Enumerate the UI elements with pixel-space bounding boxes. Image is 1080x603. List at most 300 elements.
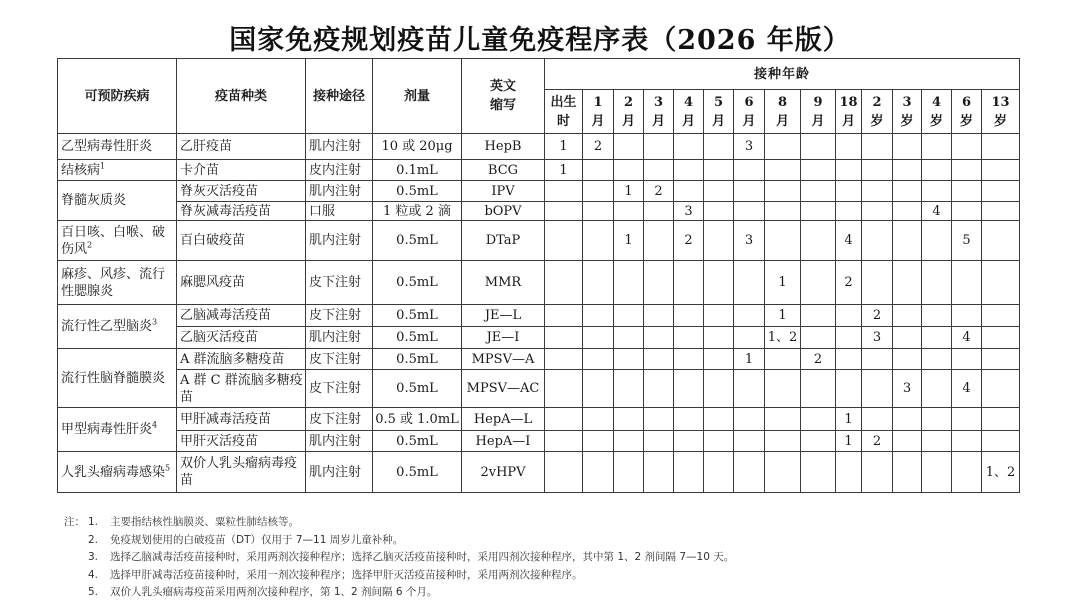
abbr-cell: bOPV: [462, 202, 545, 221]
dose-number-cell: [801, 160, 836, 181]
abbr-cell: IPV: [462, 181, 545, 202]
dose-number-cell: [982, 431, 1020, 452]
dose-number-cell: 4: [922, 202, 952, 221]
abbr-cell: MMR: [462, 261, 545, 305]
dose-cell: 0.5mL: [373, 349, 462, 370]
dose-number-cell: [644, 349, 674, 370]
age-value: 6: [744, 94, 754, 110]
dose-cell: 1 粒或 2 滴: [373, 202, 462, 221]
dose-number-cell: [674, 305, 704, 327]
disease-name: 结核病: [61, 162, 101, 178]
dose-number-cell: [545, 202, 583, 221]
footnote-number: 2.: [88, 533, 99, 546]
age-value: 2: [872, 94, 882, 110]
dose-number-cell: [893, 160, 922, 181]
footnote-text: 主要指结核性脑膜炎、粟粒性肺结核等。: [110, 516, 299, 528]
dose-number-cell: [674, 327, 704, 349]
footnote-text: 选择乙脑减毒活疫苗接种时，采用两剂次接种程序；选择乙脑灭活疫苗接种时，采用四剂次接种程序，其中第 1、2 剂间隔 7—10 天。: [110, 551, 735, 563]
dose-number-cell: [922, 452, 952, 493]
abbr-cell: JE—L: [462, 305, 545, 327]
dose-number-cell: [765, 349, 801, 370]
dose-number-cell: [765, 370, 801, 408]
dose-number-cell: [893, 408, 922, 431]
dose-number-cell: [545, 221, 583, 261]
dose-number-cell: [836, 202, 862, 221]
dose-number-cell: [704, 408, 734, 431]
footnote-number: 5.: [88, 586, 99, 598]
dose-number-cell: [644, 408, 674, 431]
footnote-item: [88, 549, 734, 567]
dose-number-cell: [674, 349, 704, 370]
dose-number-cell: [545, 327, 583, 349]
table-row: [58, 370, 1020, 408]
dose-number-cell: [545, 370, 583, 408]
dose-number-cell: [704, 160, 734, 181]
dose-number-cell: 3: [893, 370, 922, 408]
dose-number-cell: [952, 202, 982, 221]
footnote-ref: 1: [100, 161, 106, 171]
dose-number-cell: [734, 305, 765, 327]
dose-number-cell: [982, 349, 1020, 370]
dose-number-cell: [614, 202, 644, 221]
dose-number-cell: [644, 431, 674, 452]
disease-name: 甲型病毒性肝炎: [61, 422, 153, 437]
age-value: 9: [813, 94, 823, 110]
dose-number-cell: 5: [952, 221, 982, 261]
dose-number-cell: 3: [862, 327, 893, 349]
dose-number-cell: [982, 160, 1020, 181]
dose-cell: 0.5mL: [373, 181, 462, 202]
age-header-cell: [952, 90, 982, 134]
dose-cell: 0.5mL: [373, 221, 462, 261]
age-unit: 月: [775, 113, 789, 129]
dose-number-cell: 4: [836, 221, 862, 261]
dose-number-cell: [674, 370, 704, 408]
age-header-cell: [734, 90, 765, 134]
dose-cell: 0.5 或 1.0mL: [373, 408, 462, 431]
dose-number-cell: [982, 327, 1020, 349]
dose-number-cell: [583, 327, 614, 349]
dose-cell: 0.5mL: [373, 327, 462, 349]
dose-number-cell: [801, 261, 836, 305]
dose-number-cell: [982, 134, 1020, 160]
dose-number-cell: [765, 408, 801, 431]
dose-number-cell: [704, 431, 734, 452]
header-abbr-line2: 缩写: [489, 98, 516, 113]
dose-number-cell: 1: [765, 261, 801, 305]
dose-number-cell: [674, 134, 704, 160]
dose-number-cell: [704, 370, 734, 408]
table-row: [58, 327, 1020, 349]
dose-number-cell: [704, 181, 734, 202]
dose-number-cell: [734, 431, 765, 452]
dose-number-cell: [704, 202, 734, 221]
age-unit: 月: [651, 113, 665, 129]
dose-number-cell: [836, 181, 862, 202]
dose-number-cell: [614, 452, 644, 493]
abbr-cell: JE—I: [462, 327, 545, 349]
dose-number-cell: [583, 261, 614, 305]
dose-number-cell: [893, 349, 922, 370]
dose-number-cell: [704, 452, 734, 493]
dose-number-cell: [801, 452, 836, 493]
dose-cell: 10 或 20μg: [373, 134, 462, 160]
disease-name: 乙型病毒性肝炎: [61, 139, 153, 154]
dose-number-cell: [862, 349, 893, 370]
dose-number-cell: [801, 408, 836, 431]
age-unit: 月: [711, 113, 725, 129]
dose-number-cell: [583, 370, 614, 408]
age-unit: 月: [681, 113, 695, 129]
dose-number-cell: [583, 349, 614, 370]
table-row: [58, 305, 1020, 327]
dose-number-cell: [982, 408, 1020, 431]
dose-number-cell: [614, 408, 644, 431]
footnotes: [64, 514, 735, 602]
dose-number-cell: [644, 134, 674, 160]
header-disease: 可预防疾病: [58, 59, 177, 134]
dose-number-cell: [836, 305, 862, 327]
header-vaccine: 疫苗种类: [177, 59, 306, 134]
route-cell: 肌内注射: [306, 452, 373, 493]
dose-number-cell: 1、2: [765, 327, 801, 349]
table-row: [58, 408, 1020, 431]
vaccine-cell: 卡介苗: [177, 160, 306, 181]
disease-name: 流行性乙型脑炎: [61, 319, 153, 334]
age-value: 1: [593, 94, 603, 110]
dose-number-cell: [862, 181, 893, 202]
header-age-group: 接种年龄: [545, 59, 1020, 90]
dose-number-cell: [893, 134, 922, 160]
dose-number-cell: [614, 349, 644, 370]
dose-number-cell: [893, 452, 922, 493]
dose-number-cell: [765, 181, 801, 202]
route-cell: 口服: [306, 202, 373, 221]
dose-number-cell: [801, 134, 836, 160]
abbr-cell: HepA—L: [462, 408, 545, 431]
vaccine-cell: 脊灰灭活疫苗: [177, 181, 306, 202]
dose-number-cell: [583, 431, 614, 452]
dose-number-cell: [545, 431, 583, 452]
disease-name: 脊髓灰质炎: [61, 193, 127, 208]
disease-name: 麻疹、风疹、流行性腮腺炎: [61, 266, 166, 299]
age-value: 3: [653, 94, 664, 110]
abbr-cell: HepB: [462, 134, 545, 160]
dose-number-cell: [952, 349, 982, 370]
dose-number-cell: [862, 370, 893, 408]
route-cell: 皮下注射: [306, 305, 373, 327]
dose-number-cell: [982, 261, 1020, 305]
age-unit: 岁: [959, 113, 973, 129]
dose-number-cell: [922, 431, 952, 452]
dose-number-cell: [922, 261, 952, 305]
page-title: 国家免疫规划疫苗儿童免疫程序表（2026 年版）: [229, 25, 851, 56]
dose-number-cell: [801, 221, 836, 261]
dose-number-cell: [674, 160, 704, 181]
dose-number-cell: [704, 327, 734, 349]
footnote-ref: 3: [152, 317, 158, 327]
age-unit: 岁: [994, 113, 1008, 129]
age-header-cell: [893, 90, 922, 134]
dose-number-cell: [836, 160, 862, 181]
route-cell: 皮下注射: [306, 408, 373, 431]
dose-number-cell: [952, 134, 982, 160]
age-value: 13: [991, 94, 1010, 110]
dose-number-cell: [644, 327, 674, 349]
dose-number-cell: [765, 452, 801, 493]
abbr-cell: HepA—I: [462, 431, 545, 452]
disease-cell: [58, 305, 177, 349]
dose-number-cell: [862, 134, 893, 160]
vaccine-cell: 乙脑减毒活疫苗: [177, 305, 306, 327]
dose-number-cell: [922, 305, 952, 327]
dose-number-cell: [801, 305, 836, 327]
dose-number-cell: 1、2: [982, 452, 1020, 493]
age-unit: 岁: [929, 113, 943, 129]
age-header-cell: [836, 90, 862, 134]
age-value: 18: [839, 94, 858, 110]
dose-number-cell: [862, 261, 893, 305]
dose-number-cell: [734, 327, 765, 349]
age-value: 出生: [550, 94, 577, 110]
age-unit: 月: [742, 113, 756, 129]
age-header-cell: [644, 90, 674, 134]
dose-cell: 0.5mL: [373, 305, 462, 327]
vaccine-cell: 甲肝减毒活疫苗: [177, 408, 306, 431]
table-row: [58, 134, 1020, 160]
dose-number-cell: [922, 181, 952, 202]
age-value: 3: [902, 94, 912, 110]
dose-number-cell: [583, 305, 614, 327]
dose-number-cell: [545, 305, 583, 327]
dose-number-cell: [734, 160, 765, 181]
dose-number-cell: [893, 431, 922, 452]
dose-number-cell: [893, 221, 922, 261]
route-cell: 肌内注射: [306, 134, 373, 160]
table-row: [58, 431, 1020, 452]
age-unit: 时: [556, 113, 570, 129]
dose-number-cell: [893, 202, 922, 221]
dose-number-cell: [922, 349, 952, 370]
vaccine-cell: 麻腮风疫苗: [177, 261, 306, 305]
dose-number-cell: [583, 181, 614, 202]
age-value: 8: [777, 94, 788, 110]
vaccine-cell: 乙脑灭活疫苗: [177, 327, 306, 349]
dose-number-cell: [982, 305, 1020, 327]
dose-number-cell: [765, 160, 801, 181]
dose-number-cell: [704, 134, 734, 160]
dose-number-cell: [952, 160, 982, 181]
dose-number-cell: [801, 370, 836, 408]
age-header-cell: [862, 90, 893, 134]
dose-number-cell: [545, 181, 583, 202]
dose-number-cell: [952, 261, 982, 305]
dose-number-cell: [734, 370, 765, 408]
vaccine-cell: 乙肝疫苗: [177, 134, 306, 160]
table-row: [58, 160, 1020, 181]
dose-number-cell: [644, 370, 674, 408]
footnote-item: [88, 532, 734, 550]
header-abbr: [462, 59, 545, 134]
dose-number-cell: [644, 221, 674, 261]
dose-number-cell: [734, 261, 765, 305]
footnote-text: 双价人乳头瘤病毒疫苗采用两剂次接种程序，第 1、2 剂间隔 6 个月。: [110, 586, 438, 598]
age-header-cell: [704, 90, 734, 134]
dose-number-cell: [862, 160, 893, 181]
dose-number-cell: [952, 431, 982, 452]
dose-number-cell: [862, 202, 893, 221]
dose-number-cell: [583, 202, 614, 221]
dose-number-cell: [734, 202, 765, 221]
dose-number-cell: [836, 134, 862, 160]
dose-number-cell: [614, 134, 644, 160]
dose-number-cell: [836, 452, 862, 493]
dose-number-cell: [583, 452, 614, 493]
dose-number-cell: [982, 370, 1020, 408]
dose-number-cell: [614, 431, 644, 452]
dose-number-cell: 1: [614, 181, 644, 202]
dose-number-cell: 4: [952, 327, 982, 349]
header-dose: 剂量: [373, 59, 462, 134]
vaccine-cell: 脊灰减毒活疫苗: [177, 202, 306, 221]
disease-cell: [58, 452, 177, 493]
age-unit: 月: [591, 113, 605, 129]
age-unit: 月: [811, 113, 825, 129]
abbr-cell: DTaP: [462, 221, 545, 261]
age-value: 4: [931, 94, 942, 110]
dose-number-cell: [674, 181, 704, 202]
dose-number-cell: 2: [836, 261, 862, 305]
dose-number-cell: 2: [644, 181, 674, 202]
footnote-item: [88, 567, 734, 585]
dose-number-cell: [614, 370, 644, 408]
dose-number-cell: [614, 160, 644, 181]
dose-number-cell: 1: [836, 408, 862, 431]
dose-number-cell: 4: [952, 370, 982, 408]
footnote-text: 免疫规划使用的白破疫苗（DT）仅用于 7—11 周岁儿童补种。: [110, 533, 404, 546]
disease-cell: [58, 408, 177, 452]
dose-number-cell: [674, 452, 704, 493]
dose-number-cell: [734, 181, 765, 202]
abbr-cell: MPSV—A: [462, 349, 545, 370]
dose-number-cell: 3: [674, 202, 704, 221]
age-header-cell: [545, 90, 583, 134]
age-unit: 月: [841, 113, 855, 129]
footnote-prefix: 注：: [64, 516, 85, 528]
dose-number-cell: [952, 181, 982, 202]
immunization-schedule-table: [57, 58, 1020, 493]
dose-number-cell: [922, 327, 952, 349]
age-value: 4: [683, 94, 694, 110]
dose-number-cell: [801, 431, 836, 452]
dose-number-cell: [545, 349, 583, 370]
dose-number-cell: 3: [734, 221, 765, 261]
dose-number-cell: [545, 452, 583, 493]
dose-number-cell: [862, 221, 893, 261]
dose-number-cell: [952, 452, 982, 493]
table-row: [58, 452, 1020, 493]
vaccine-cell: A 群 C 群流脑多糖疫苗: [177, 370, 306, 408]
dose-number-cell: [583, 160, 614, 181]
footnote-ref: 4: [152, 420, 158, 430]
dose-number-cell: [704, 349, 734, 370]
dose-number-cell: [583, 221, 614, 261]
dose-cell: 0.5mL: [373, 452, 462, 493]
dose-number-cell: 2: [583, 134, 614, 160]
age-unit: 岁: [870, 113, 884, 129]
dose-cell: 0.5mL: [373, 370, 462, 408]
age-header-cell: [583, 90, 614, 134]
disease-cell: [58, 134, 177, 160]
dose-number-cell: 1: [765, 305, 801, 327]
dose-number-cell: [644, 160, 674, 181]
dose-number-cell: [765, 221, 801, 261]
dose-number-cell: 2: [674, 221, 704, 261]
route-cell: 皮下注射: [306, 261, 373, 305]
dose-number-cell: [545, 261, 583, 305]
disease-name: 流行性脑脊髓膜炎: [61, 370, 166, 386]
dose-number-cell: [704, 221, 734, 261]
route-cell: 肌内注射: [306, 181, 373, 202]
dose-number-cell: [893, 305, 922, 327]
table-row: [58, 202, 1020, 221]
route-cell: 皮下注射: [306, 370, 373, 408]
dose-number-cell: 1: [836, 431, 862, 452]
dose-number-cell: [704, 261, 734, 305]
dose-number-cell: [734, 452, 765, 493]
table-row: [58, 261, 1020, 305]
dose-number-cell: [801, 181, 836, 202]
route-cell: 皮内注射: [306, 160, 373, 181]
footnote-number: 3.: [88, 551, 99, 563]
dose-cell: 0.5mL: [373, 431, 462, 452]
dose-number-cell: [801, 327, 836, 349]
dose-number-cell: [583, 408, 614, 431]
dose-number-cell: [674, 408, 704, 431]
dose-number-cell: [922, 408, 952, 431]
dose-number-cell: [922, 221, 952, 261]
dose-number-cell: [952, 408, 982, 431]
route-cell: 皮下注射: [306, 349, 373, 370]
dose-number-cell: 2: [862, 431, 893, 452]
header-route: 接种途径: [306, 59, 373, 134]
table-row: [58, 181, 1020, 202]
age-header-cell: [614, 90, 644, 134]
abbr-cell: BCG: [462, 160, 545, 181]
header-abbr-line1: 英文: [489, 79, 516, 94]
route-cell: 肌内注射: [306, 431, 373, 452]
footnote-text: 选择甲肝减毒活疫苗接种时，采用一剂次接种程序；选择甲肝灭活疫苗接种时，采用两剂次接种程序。: [110, 568, 583, 581]
dose-number-cell: [952, 305, 982, 327]
disease-cell: [58, 221, 177, 261]
footnote-ref: 5: [165, 463, 171, 473]
vaccine-cell: 百白破疫苗: [177, 221, 306, 261]
route-cell: 肌内注射: [306, 221, 373, 261]
route-cell: 肌内注射: [306, 327, 373, 349]
dose-number-cell: [982, 181, 1020, 202]
age-value: 5: [713, 94, 724, 110]
age-unit: 月: [621, 113, 635, 129]
abbr-cell: MPSV—AC: [462, 370, 545, 408]
dose-number-cell: [674, 431, 704, 452]
dose-number-cell: 1: [545, 134, 583, 160]
abbr-cell: 2vHPV: [462, 452, 545, 493]
dose-number-cell: [674, 261, 704, 305]
dose-number-cell: [765, 134, 801, 160]
dose-number-cell: 3: [734, 134, 765, 160]
dose-number-cell: [765, 202, 801, 221]
table-row: [58, 221, 1020, 261]
